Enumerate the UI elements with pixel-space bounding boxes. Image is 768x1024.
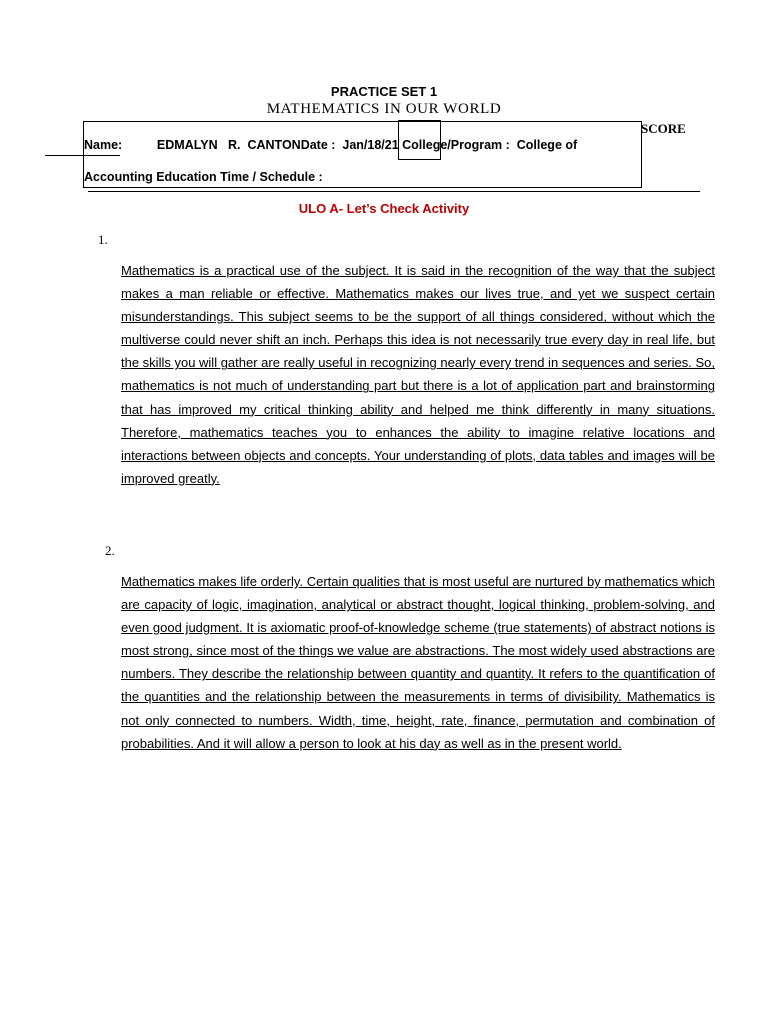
info-line-schedule: Accounting Education Time / Schedule : <box>84 170 323 184</box>
margin-line <box>45 155 120 156</box>
document-subtitle: MATHEMATICS IN OUR WORLD <box>266 101 502 117</box>
header-divider <box>88 191 700 192</box>
answer-number-2: 2. <box>105 543 115 558</box>
score-label: SCORE <box>641 121 686 136</box>
answer-number-1: 1. <box>98 232 108 247</box>
activity-heading: ULO A- Let’s Check Activity <box>298 201 470 216</box>
answer-paragraph-1: Mathematics is a practical use of the subject. It is said in the recognition of the way that the subject makes a man reliable or effective. Mathematics makes our lives true, and yet we suspect certain misunderstandings. This subject seems to be the support of all things considered, without which the multiverse could never shift an inch. Perhaps this idea is not necessarily true every day in real life, but the skills you will gather are really useful in recognizing nearly every trend in sequences and series. So, mathematics is not much of understanding part but there is a lot of application part and brainstorming that has improved my critical thinking ability and helped me think differently in many situations. Therefore, mathematics teaches you to enhances the ability to imagine relative locations and interactions between objects and concepts. Your understanding of plots, data tables and images will be improved greatly. <box>121 263 715 486</box>
document-title: PRACTICE SET 1 <box>330 84 438 99</box>
answer-paragraph-2: Mathematics makes life orderly. Certain qualities that is most useful are nurtured by mathematics which are capacity of logic, imagination, analytical or abstract thought, logical thinking, problem-solving, and even good judgment. It is axiomatic proof-of-knowledge scheme (true statements) of abstract notions is most strong, since most of the things we value are abstractions. The most widely used abstractions are numbers. They describe the relationship between quantity and quantity. It refers to the quantification of the quantities and the relationship between the measurements in terms of divisibility. Mathematics is not only connected to numbers. Width, time, height, rate, finance, permutation and combination of probabilities. And it will allow a person to look at his day as well as in the present world. <box>121 574 715 751</box>
info-line-name-date-program: Name: EDMALYN R. CANTONDate : Jan/18/21 College/Program : College of <box>84 138 578 152</box>
